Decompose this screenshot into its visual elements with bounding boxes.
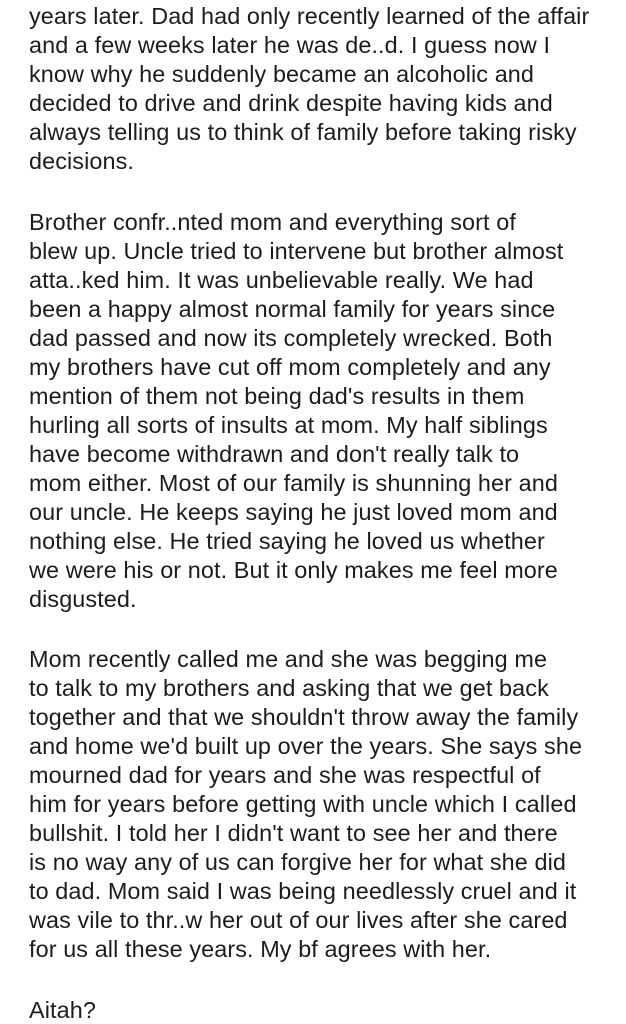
text-line: together and that we shouldn't throw away the family	[29, 704, 579, 730]
text-line: always telling us to think of family before taking risky	[29, 119, 577, 145]
text-line: and home we'd built up over the years. She says she	[29, 733, 583, 759]
text-line: mourned dad for years and she was respectful of	[29, 762, 541, 788]
text-line: hurling all sorts of insults at mom. My half siblings	[29, 412, 548, 438]
text-line: to talk to my brothers and asking that we get back	[29, 675, 549, 701]
text-line: and a few weeks later he was de..d. I guess now I	[29, 32, 551, 58]
text-line: mention of them not being dad's results in them	[29, 383, 525, 409]
text-line: Aitah?	[29, 997, 96, 1023]
text-line: years later. Dad had only recently learned of the affair	[29, 3, 590, 29]
text-line: been a happy almost normal family for years since	[29, 296, 556, 322]
text-line: to dad. Mom said I was being needlessly cruel and it	[29, 878, 577, 904]
text-line: atta..ked him. It was unbelievable really. We had	[29, 267, 534, 293]
text-line: have become withdrawn and don't really talk to	[29, 441, 520, 467]
text-line: Brother confr..nted mom and everything sort of	[29, 209, 516, 235]
text-line: decisions.	[29, 148, 135, 174]
text-line: know why he suddenly became an alcoholic and	[29, 61, 535, 87]
text-line: nothing else. He tried saying he loved us whether	[29, 528, 545, 554]
text-line: bullshit. I told her I didn't want to see her and there	[29, 820, 558, 846]
text-line: is no way any of us can forgive her for what she did	[29, 849, 566, 875]
text-line: my brothers have cut off mom completely and any	[29, 354, 551, 380]
text-line: for us all these years. My bf agrees with her.	[29, 936, 492, 962]
text-line: was vile to thr..w her out of our lives after she cared	[29, 907, 568, 933]
text-line: him for years before getting with uncle which I called	[29, 791, 577, 817]
text-line: disgusted.	[29, 586, 137, 612]
text-line: our uncle. He keeps saying he just loved mom and	[29, 499, 558, 525]
text-line: blew up. Uncle tried to intervene but brother almost	[29, 238, 564, 264]
text-line: dad passed and now its completely wrecked. Both	[29, 325, 553, 351]
text-line: we were his or not. But it only makes me feel more	[29, 557, 558, 583]
text-line: Mom recently called me and she was begging me	[29, 646, 548, 672]
text-line: mom either. Most of our family is shunning her and	[29, 470, 558, 496]
text-line: decided to drive and drink despite having kids and	[29, 90, 553, 116]
